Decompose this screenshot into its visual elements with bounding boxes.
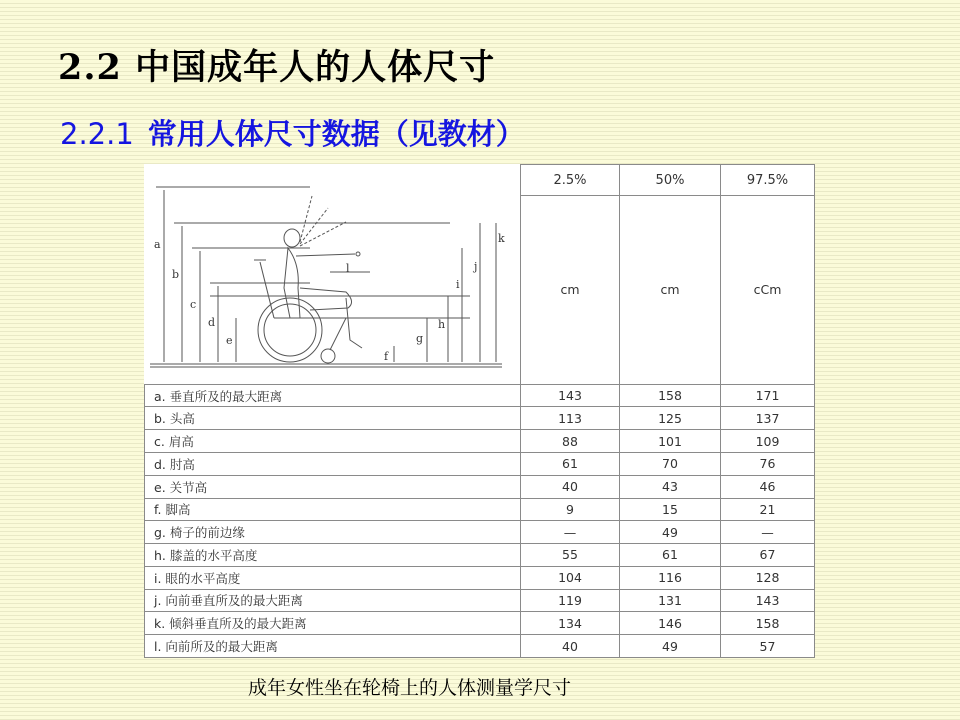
table-row (145, 430, 815, 453)
unit-p97-5: cCm (721, 196, 815, 384)
table-row (145, 498, 815, 521)
row-label: b. 头高 (145, 407, 521, 430)
cell-value: 143 (521, 384, 620, 407)
cell-value: — (721, 521, 815, 544)
row-label: f. 脚高 (145, 498, 521, 521)
letter-b: b (172, 268, 180, 281)
row-label: e. 关节高 (145, 475, 521, 498)
row-label: j. 向前垂直所及的最大距离 (145, 589, 521, 612)
table-row (145, 453, 815, 476)
cell-value: 40 (521, 475, 620, 498)
measurement-table-image (144, 164, 814, 658)
cell-value: 171 (721, 384, 815, 407)
wheelchair-figure (150, 168, 514, 378)
cell-value: 55 (521, 544, 620, 567)
table-row (145, 384, 815, 407)
row-label: i. 眼的水平高度 (145, 566, 521, 589)
cell-value: 146 (620, 612, 721, 635)
cell-value: 21 (721, 498, 815, 521)
letter-e: e (226, 334, 233, 347)
row-label: l. 向前所及的最大距离 (145, 635, 521, 658)
header-p50: 50% (620, 165, 721, 196)
letter-c: c (190, 298, 197, 311)
cell-value: — (521, 521, 620, 544)
cell-value: 101 (620, 430, 721, 453)
letter-k: k (498, 232, 505, 245)
cell-value: 125 (620, 407, 721, 430)
letter-f: f (384, 350, 389, 363)
unit-p50: cm (620, 196, 721, 384)
row-label: g. 椅子的前边缘 (145, 521, 521, 544)
letter-i: i (456, 278, 460, 291)
row-label: h. 膝盖的水平高度 (145, 544, 521, 567)
cell-value: 40 (521, 635, 620, 658)
letter-a: a (154, 238, 161, 251)
table-row (145, 521, 815, 544)
cell-value: 119 (521, 589, 620, 612)
figure-caption: 成年女性坐在轮椅上的人体测量学尺寸 (248, 677, 572, 699)
cell-value: 131 (620, 589, 721, 612)
cell-value: 67 (721, 544, 815, 567)
cell-value: 49 (620, 521, 721, 544)
cell-value: 61 (521, 453, 620, 476)
cell-value: 109 (721, 430, 815, 453)
cell-value: 61 (620, 544, 721, 567)
letter-j: j (474, 260, 478, 273)
cell-value: 137 (721, 407, 815, 430)
letter-d: d (208, 316, 216, 329)
cell-value: 9 (521, 498, 620, 521)
subtitle-number: 2.2.1 (60, 117, 134, 151)
cell-value: 70 (620, 453, 721, 476)
header-p97-5: 97.5% (721, 165, 815, 196)
cell-value: 57 (721, 635, 815, 658)
cell-value: 49 (620, 635, 721, 658)
cell-value: 158 (721, 612, 815, 635)
cell-value: 88 (521, 430, 620, 453)
cell-value: 43 (620, 475, 721, 498)
letter-l: l (346, 262, 350, 275)
cell-value: 158 (620, 384, 721, 407)
cell-value: 46 (721, 475, 815, 498)
letter-h: h (438, 318, 446, 331)
table-row (145, 612, 815, 635)
cell-value: 76 (721, 453, 815, 476)
header-p2-5: 2.5% (521, 165, 620, 196)
cell-value: 134 (521, 612, 620, 635)
slide-subtitle (60, 112, 525, 153)
table-row (145, 635, 815, 658)
table-row (145, 566, 815, 589)
row-label: c. 肩高 (145, 430, 521, 453)
unit-p2-5: cm (521, 196, 620, 384)
table-row (145, 475, 815, 498)
slide-title: 2.2 中国成年人的人体尺寸 (58, 47, 496, 88)
cell-value: 143 (721, 589, 815, 612)
cell-value: 113 (521, 407, 620, 430)
table-row (145, 544, 815, 567)
row-label: a. 垂直所及的最大距离 (145, 384, 521, 407)
table-row (145, 407, 815, 430)
letter-g: g (416, 332, 424, 345)
cell-value: 104 (521, 566, 620, 589)
row-label: d. 肘高 (145, 453, 521, 476)
cell-value: 15 (620, 498, 721, 521)
row-label: k. 倾斜垂直所及的最大距离 (145, 612, 521, 635)
table-row (145, 589, 815, 612)
cell-value: 116 (620, 566, 721, 589)
cell-value: 128 (721, 566, 815, 589)
subtitle-text: 常用人体尺寸数据（见教材） (147, 117, 525, 151)
